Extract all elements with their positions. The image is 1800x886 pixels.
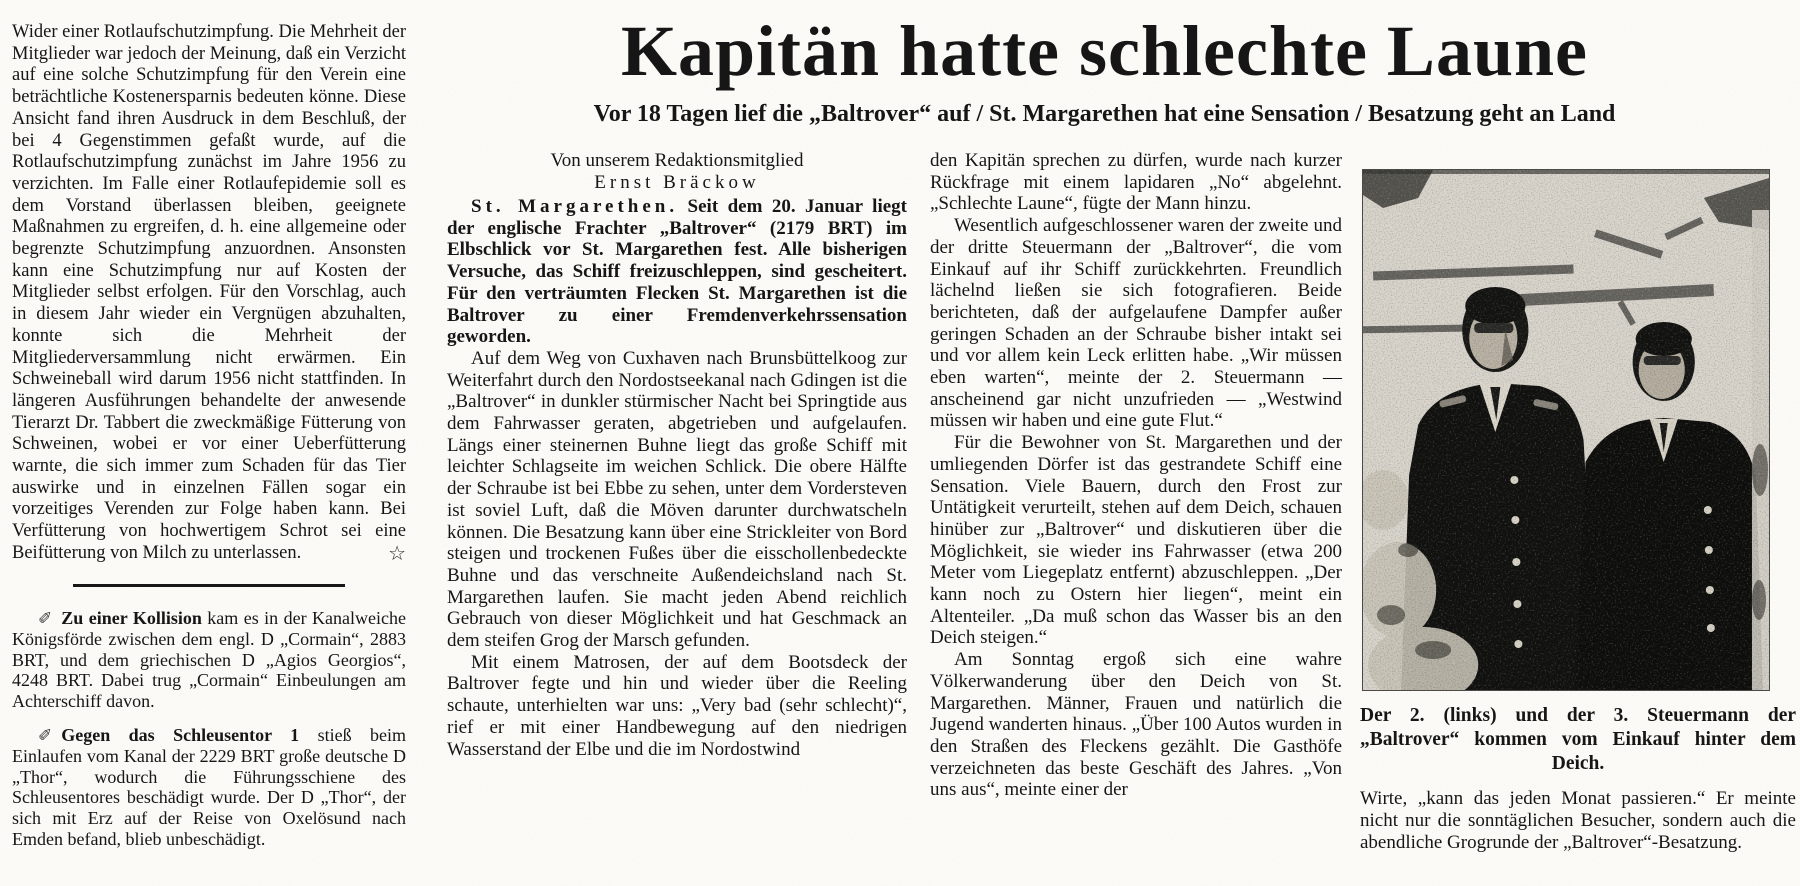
news-item-text: kam es in der Kanalweiche Königsförde zwischen dem engl. D „Cormain“, 2883 BRT, und dem griechischen D „Agios Georgios“, 4248 BRT. Dabei trug „Cormain“ Einbeulungen am Achterschiff davon.	[12, 607, 406, 711]
left-column-paragraph	[12, 22, 406, 565]
star-end-mark-icon: ☆	[388, 540, 406, 565]
byline: Von unserem Redaktionsmitglied	[550, 150, 804, 171]
body-paragraph: Mit einem Matrosen, der auf dem Bootsdeck der Baltrover fegte und hin und wieder über die Reeling schaute, unterhielten war uns: „Very bad (sehr schlecht)“, rief er mit einer Handbewegung auf den niedrigen Wasserstand der Elbe und die im Nordostwind	[447, 651, 907, 760]
left-paragraph-text: Wider einer Rotlaufschutzimpfung. Die Mehrheit der Mitglieder war jedoch der Meinung, daß ein Verzicht auf eine solche Schutzimpfung für den Verein eine beträchtliche Kostenersparnis bedeuten könne. Diese Ansicht fand ihren Ausdruck in dem Beschluß, der bei 4 Gegenstimmen gefaßt wurde, auf die Rotlaufschutzimpfung zunächst im Jahre 1956 zu verzichten. Im Falle einer Rotlaufepidemie soll es dem Vorstand überlassen bleiben, geeignete Maßnahmen zu ergreifen, d. h. eine allgemeine oder begrenzte Schutzimpfung anzuordnen. Ansonsten kann eine Schutzimpfung nur auf Kosten der Mitglieder selbst erfolgen. Für den Vorschlag, auch in diesem Jahr wieder ein Vergnügen abzuhalten, konnte sich die Mehrheit der Mitgliederversammlung nicht erwärmen. Ein Schweineball wird darum 1956 nicht stattfinden. In längeren Ausführungen behandelte der anwesende Tierarzt Dr. Tabbert die zweckmäßige Fütterung von Schweinen, wobei er vor einer Ueberfütterung warnte, die sich immer zum Schaden für das Tier auswirke und in einzelnen Fällen sogar ein vorzeitiges Verenden zur Folge haben kann. Bei Verfütterung von hochwertigem Schrot sei eine Beifütterung von Milch zu unterlassen.	[12, 22, 406, 563]
column-divider-rule	[73, 584, 345, 587]
news-item-text: stieß beim Einlaufen vom Kanal der 2229 BRT große deutsche D „Thor“, wodurch die Führungsschiene des Schleusentores beschädigt wurde. Der D „Thor“, der sich mit Erz auf der Reise von Oxelösund nach Emden befand, blieb unbeschädigt.	[12, 724, 406, 849]
body-paragraph: Wesentlich aufgeschlossener waren der zweite und der dritte Steuermann der „Baltrover“, die vom Einkauf auf ihr Schiff zurückkehrten. Freundlich lächelnd ließen sie sich fotografieren. Beide berichteten, daß der aufgelaufene Dampfer außer geringen Schaden an der Schraube bisher intakt sei und vor allem kein Leck erlitten habe. „Wir müssen eben warten“, meinte der 2. Steuermann — anscheinend gar nicht unzufrieden — „Westwind müssen wir haben und eine gute Flut.“	[930, 215, 1342, 432]
byline-author: Ernst Bräckow	[594, 172, 760, 193]
lead-paragraph-text: Seit dem 20. Januar liegt der englische Frachter „Baltrover“ (2179 BRT) im Elbschlick vor St. Margarethen fest. Alle bisherigen Versuche, das Schiff freizuschleppen, sind gescheitert. Für den verträumten Flecken St. Margarethen ist die Baltrover zu einer Fremdenverkehrssensation geworden.	[447, 196, 907, 348]
news-item-kollision	[12, 608, 406, 712]
body-paragraph: Auf dem Weg von Cuxhaven nach Brunsbüttelkoog zur Weiterfahrt durch den Nordostseekanal nach Gdingen ist die „Baltrover“ in dunkler stürmischer Nacht bei Springtide aus dem Fahrwasser geraten, abgetrieben und aufgelaufen. Längs einer steinernen Buhne liegt das große Schiff mit leichter Schlagseite im weichen Schlick. Die obere Hälfte der Schraube ist bei Ebbe zu sehen, unter dem Vordersteven ist soviel Luft, daß die Möven darunter durchwatscheln können. Die Besatzung kann über eine Strickleiter von Bord steigen und trockenen Fußes über die eisschollenbedeckte Buhne und das verschneite Außendeichsland nach St. Margarethen laufen. Sie macht jeden Abend reichlich Gebrauch von dieser Möglichkeit und hat Geschmack an dem steifen Grog der Marsch gefunden.	[447, 347, 907, 652]
after-photo-paragraph: Wirte, „kann das jeden Monat passieren.“ Er meinte nicht nur die sonntäglichen Besucher, sondern auch die abendliche Grogrunde der „Baltrover“-Besatzung.	[1360, 788, 1796, 853]
body-paragraph: Am Sonntag ergoß sich eine wahre Völkerwanderung über den Deich von St. Margarethen. Männer, Frauen und natürlich die Jugend wanderten hinaus. „Über 100 Autos wurden in den Straßen des Fleckens gezählt. Die Gasthöfe verzeichneten das beste Geschäft des Jahres. „Von uns aus“, meinte einer der	[930, 649, 1342, 801]
article-header	[432, 12, 1777, 128]
photo-two-steuermaenner	[1363, 170, 1769, 690]
article-subheadline: Vor 18 Tagen lief die „Baltrover“ auf / St. Margarethen hat eine Sensation / Besatzung geht an Land	[593, 101, 1616, 127]
dateline: St. Margarethen.	[471, 196, 679, 217]
article-column-1	[447, 150, 907, 760]
news-item-lead: Gegen das Schleusentor 1	[61, 724, 300, 745]
lead-paragraph	[447, 196, 907, 348]
left-news-column	[12, 22, 406, 862]
article-column-2	[930, 150, 1342, 801]
pen-icon: ✐	[38, 725, 53, 746]
photo-caption: Der 2. (links) und der 3. Steuermann der „Baltrover“ kommen vom Einkauf hinter dem Deich.	[1360, 705, 1796, 774]
body-paragraph: Für die Bewohner von St. Margarethen und der umliegenden Dörfer ist das gestrandete Schiff eine Sensation. Viele Bauern, durch den Frost zur Untätigkeit verurteilt, stehen auf dem Deich, schauen hinüber zur „Baltrover“ und diskutieren über die Möglichkeit, sie wieder ins Fahrwasser (etwa 200 Meter vom Liegeplatz entfernt) abzuschleppen. „Der kann noch zu Ostern hier liegen“, meint ein Altenteiler. „Da muß schon das Wasser bis an den Deich steigen.“	[930, 432, 1342, 649]
pen-icon: ✐	[38, 608, 53, 629]
news-item-lead: Zu einer Kollision	[61, 607, 202, 628]
body-paragraph: den Kapitän sprechen zu dürfen, wurde nach kurzer Rückfrage mit einem lapidaren „No“ abgelehnt. „Schlechte Laune“, fügte der Mann hinzu.	[930, 150, 1342, 215]
article-headline: Kapitän hatte schlechte Laune	[620, 11, 1588, 91]
news-item-schleusentor	[12, 725, 406, 850]
photo-illustration	[1363, 170, 1769, 690]
